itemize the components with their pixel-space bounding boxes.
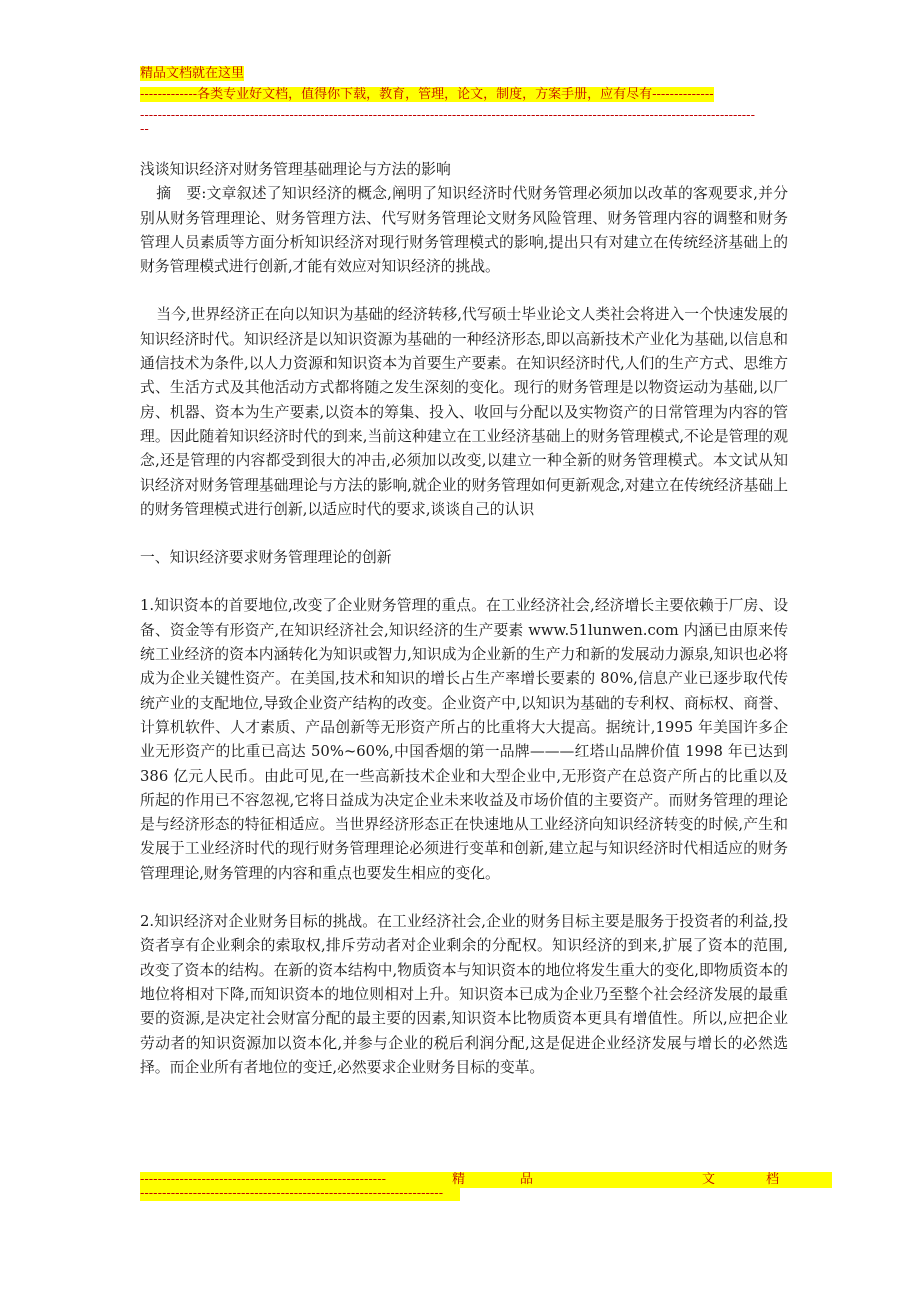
section-heading: 一、知识经济要求财务管理理论的创新: [140, 549, 392, 567]
footer-char-3: 文: [702, 1172, 716, 1187]
footer-char-2: 品: [520, 1172, 534, 1187]
paragraph-1: 1.知识资本的首要地位,改变了企业财务管理的重点。在工业经济社会,经济增长主要依赖于厂房、设备、资金等有形资产,在知识经济社会,知识经济的生产要素 www.51lunwen.com 内涵已由原来传统工业经济的资本内涵转化为知识或智力,知识成为企业新的生产力和新的发展动力源泉,知识也必将成为企业关键性资产。在美国,技术和知识的增长占生产率增长要素的 80%,信息产业已逐步取代传统产业的支配地位,导致企业资产结构的改变。企业资产中,以知识为基础的专利权、商标权、商誉、计算机软件、人才素质、产品创新等无形资产所占的比重将大大提高。据统计,1995 年美国许多企业无形资产的比重已高达 50%~60%,中国香烟的第一品牌———红塔山品牌价值 1998 年已达到 386 亿元人民币。由此可见,在一些高新技术企业和大型企业中,无形资产在总资产所占的比重以及所起的作用已不容忽视,它将日益成为决定企业未来收益及市场价值的主要资产。而财务管理的理论是与经济形态的特征相适应。当世界经济形态正在快速地从工业经济向知识经济转变的时候,产生和发展于工业经济时代的现行财务管理理论必须进行变革和创新,建立起与知识经济时代相适应的财务管理理论,财务管理的内容和重点也要发生相应的变化。: [140, 597, 788, 882]
article-intro: 当今,世界经济正在向以知识为基础的经济转移,代写硕士毕业论文人类社会将进入一个快速发展的知识经济时代。知识经济是以知识资源为基础的一种经济形态,即以高新技术产业化为基础,以信息和通信技术为条件,以人力资源和知识资本为首要生产要素。在知识经济时代,人们的生产方式、思维方式、生活方式及其他活动方式都将随之发生深刻的变化。现行的财务管理是以物资运动为基础,以厂房、机器、资本为生产要素,以资本的筹集、投入、收回与分配以及实物资产的日常管理为内容的管理。因此随着知识经济时代的到来,当前这种建立在工业经济基础上的财务管理模式,不论是管理的观念,还是管理的内容都受到很大的冲击,必须加以改变,以建立一种全新的财务管理模式。本文试从知识经济对财务管理基础理论与方法的影响,就企业的财务管理如何更新观念,对建立在传统经济基础上的财务管理模式进行创新,以适应时代的要求,谈谈自己的认识: [140, 306, 788, 518]
article-title: 浅谈知识经济对财务管理基础理论与方法的影响: [140, 161, 451, 178]
header-divider-tail: --: [140, 122, 149, 137]
footer-char-1: 精: [452, 1172, 466, 1187]
header-divider-line: --------------------------------------------------------------------------------------------------------------------------------------------: [140, 108, 755, 123]
document-body: [140, 158, 788, 1080]
header-banner-tagline: -------------各类专业好文档，值得你下载，教育，管理，论文，制度，方案手册，应有尽有--------------: [140, 87, 714, 102]
footer-char-4: 档: [766, 1172, 780, 1187]
paragraph-2: 2.知识经济对企业财务目标的挑战。在工业经济社会,企业的财务目标主要是服务于投资者的利益,投资者享有企业剩余的索取权,排斥劳动者对企业剩余的分配权。知识经济的到来,扩展了资本的范围,改变了资本的结构。在新的资本结构中,物质资本与知识资本的地位将发生重大的变化,即物质资本的地位将相对下降,而知识资本的地位则相对上升。知识资本已成为企业乃至整个社会经济发展的最重要的资源,是决定社会财富分配的最主要的因素,知识资本比物质资本更具有增值性。所以,应把企业劳动者的知识资源加以资本化,并参与企业的税后利润分配,这是促进企业经济发展与增长的必然选择。而企业所有者地位的变迁,必然要求企业财务目标的变革。: [140, 913, 788, 1076]
header-banner-title: 精品文档就在这里: [140, 66, 245, 81]
footer-dashes: --------------------------------------------------------: [140, 1172, 386, 1187]
footer-divider: ---------------------------------------------------------------------: [140, 1188, 460, 1201]
footer-banner: [140, 1172, 832, 1188]
article-abstract: 摘 要:文章叙述了知识经济的概念,阐明了知识经济时代财务管理必须加以改革的客观要求,并分别从财务管理理论、财务管理方法、代写财务管理论文财务风险管理、财务管理内容的调整和财务管理人员素质等方面分析知识经济对现行财务管理模式的影响,提出只有对建立在传统经济基础上的财务管理模式进行创新,才能有效应对知识经济的挑战。: [140, 185, 788, 276]
